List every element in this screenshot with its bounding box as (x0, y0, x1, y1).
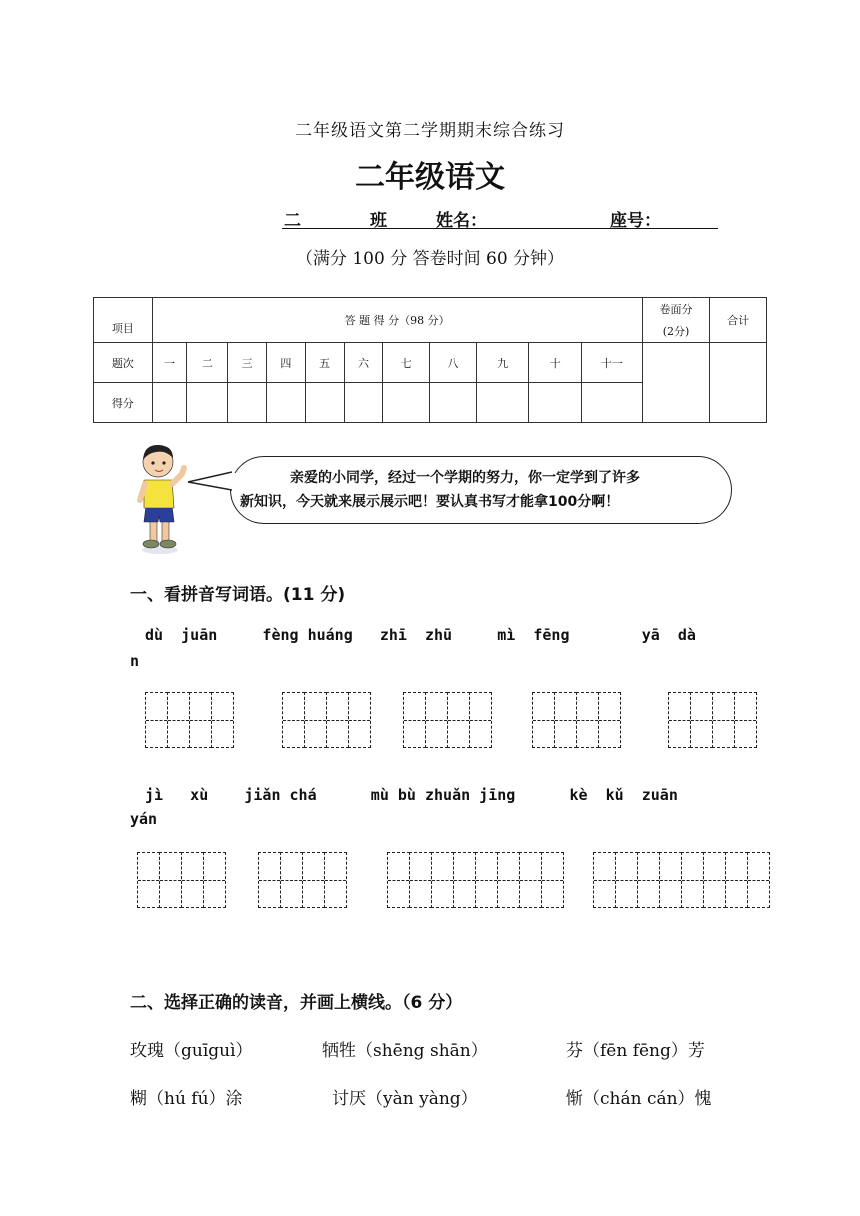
neatness-label-2: (2分) (662, 325, 690, 338)
question-num: 九 (476, 343, 529, 383)
reading-item: 惭（chán cán）愧 (566, 1089, 712, 1109)
bubble-text (240, 466, 712, 514)
writing-grid[interactable] (593, 852, 770, 908)
reading-item: 讨厌（yàn yàng） (332, 1089, 478, 1109)
score-cell[interactable] (383, 383, 430, 423)
writing-grid[interactable] (137, 852, 226, 908)
score-cell[interactable] (430, 383, 477, 423)
writing-grid[interactable] (532, 692, 621, 748)
grid-cell[interactable] (453, 852, 476, 908)
grid-cell[interactable] (282, 692, 305, 748)
section-2-heading: 二、选择正确的读音，并画上横线。（6 分） (130, 993, 463, 1013)
bubble-line-1: 亲爱的小同学，经过一个学期的努力，你一定学到了许多 (290, 470, 640, 486)
writing-grid[interactable] (282, 692, 371, 748)
grid-cell[interactable] (469, 692, 492, 748)
ban-label: 班 (370, 211, 387, 231)
writing-grid[interactable] (145, 692, 234, 748)
grid-cell[interactable] (703, 852, 726, 908)
grid-cell[interactable] (167, 692, 190, 748)
neatness-label (642, 298, 710, 343)
grid-cell[interactable] (447, 692, 470, 748)
grid-cell[interactable] (747, 852, 770, 908)
pinyin-row-1-wrap: n (130, 652, 140, 670)
score-cell[interactable] (476, 383, 529, 423)
grid-cell[interactable] (541, 852, 564, 908)
grid-cell[interactable] (475, 852, 498, 908)
score-cell[interactable] (305, 383, 344, 423)
grid-cell[interactable] (211, 692, 234, 748)
grid-cell[interactable] (725, 852, 748, 908)
name-label: 姓名： (436, 211, 487, 231)
question-num: 十一 (582, 343, 643, 383)
total-label: 合计 (710, 298, 767, 343)
score-cell[interactable] (344, 383, 383, 423)
question-num: 八 (430, 343, 477, 383)
question-num: 五 (305, 343, 344, 383)
total-score-cell[interactable] (710, 343, 767, 423)
boy-illustration (126, 438, 236, 558)
seat-label: 座号： (610, 211, 661, 231)
grid-cell[interactable] (203, 852, 226, 908)
answer-score-label: 答 题 得 分（98 分） (152, 298, 642, 343)
score-cell[interactable] (529, 383, 582, 423)
grid-cell[interactable] (681, 852, 704, 908)
grid-cell[interactable] (576, 692, 599, 748)
grid-cell[interactable] (734, 692, 757, 748)
grid-cell[interactable] (189, 692, 212, 748)
score-note: （满分 100 分 答卷时间 60 分钟） (295, 249, 565, 269)
speech-bubble-tail (186, 470, 236, 492)
section-1-heading: 一、看拼音写词语。(11 分) (130, 585, 346, 605)
reading-item: 芬（fēn fēng）芳 (566, 1041, 705, 1061)
question-num: 二 (187, 343, 228, 383)
grid-cell[interactable] (302, 852, 325, 908)
writing-grid[interactable] (258, 852, 347, 908)
writing-grid[interactable] (403, 692, 492, 748)
grid-cell[interactable] (712, 692, 735, 748)
grid-cell[interactable] (431, 852, 454, 908)
grid-cell[interactable] (145, 692, 168, 748)
pinyin-row-1: dù juān fèng huáng zhī zhū mì fēng yā dà (136, 626, 696, 644)
grid-cell[interactable] (637, 852, 660, 908)
grid-cell[interactable] (181, 852, 204, 908)
class-label: 二 (284, 211, 301, 231)
grid-cell[interactable] (159, 852, 182, 908)
grid-cell[interactable] (615, 852, 638, 908)
reading-item: 糊（hú fú）涂 (130, 1089, 243, 1109)
grid-cell[interactable] (593, 852, 616, 908)
reading-item: 牺牲（shēng shān） (322, 1041, 488, 1061)
grid-cell[interactable] (403, 692, 426, 748)
question-num: 七 (383, 343, 430, 383)
pinyin-row-2-wrap: yán (130, 810, 158, 828)
student-info-line (282, 206, 718, 229)
grid-cell[interactable] (387, 852, 410, 908)
neatness-score-cell[interactable] (642, 343, 710, 423)
writing-grid[interactable] (387, 852, 564, 908)
score-cell[interactable] (582, 383, 643, 423)
grid-cell[interactable] (258, 852, 281, 908)
score-cell[interactable] (152, 383, 187, 423)
neatness-label-1: 卷面分 (659, 303, 693, 316)
question-num: 四 (266, 343, 305, 383)
reading-item: 玫瑰（guīguì） (130, 1041, 253, 1061)
grid-cell[interactable] (519, 852, 542, 908)
pinyin-row-2: jì xù jiǎn chá mù bù zhuǎn jīng kè kǔ zuān (136, 786, 678, 804)
score-cell[interactable] (266, 383, 305, 423)
score-table (93, 297, 767, 423)
score-cell[interactable] (228, 383, 267, 423)
grid-cell[interactable] (554, 692, 577, 748)
grid-cell[interactable] (348, 692, 371, 748)
writing-grid[interactable] (668, 692, 757, 748)
question-num: 三 (228, 343, 267, 383)
score-cell[interactable] (187, 383, 228, 423)
grid-cell[interactable] (690, 692, 713, 748)
grid-cell[interactable] (532, 692, 555, 748)
grid-cell[interactable] (326, 692, 349, 748)
grid-cell[interactable] (668, 692, 691, 748)
score-label: 得分 (94, 383, 153, 423)
page-title: 二年级语文 (355, 160, 505, 195)
question-num: 十 (529, 343, 582, 383)
grid-cell[interactable] (598, 692, 621, 748)
bubble-line-2: 新知识，今天就来展示展示吧！要认真书写才能拿100分啊！ (240, 494, 620, 510)
grid-cell[interactable] (304, 692, 327, 748)
question-label: 题次 (94, 343, 153, 383)
grid-cell[interactable] (280, 852, 303, 908)
question-num: 一 (152, 343, 187, 383)
grid-cell[interactable] (425, 692, 448, 748)
grid-cell[interactable] (659, 852, 682, 908)
grid-cell[interactable] (409, 852, 432, 908)
grid-cell[interactable] (137, 852, 160, 908)
question-num: 六 (344, 343, 383, 383)
grid-cell[interactable] (324, 852, 347, 908)
subtitle: 二年级语文第二学期期末综合练习 (295, 121, 565, 141)
item-label: 项目 (94, 298, 153, 343)
grid-cell[interactable] (497, 852, 520, 908)
